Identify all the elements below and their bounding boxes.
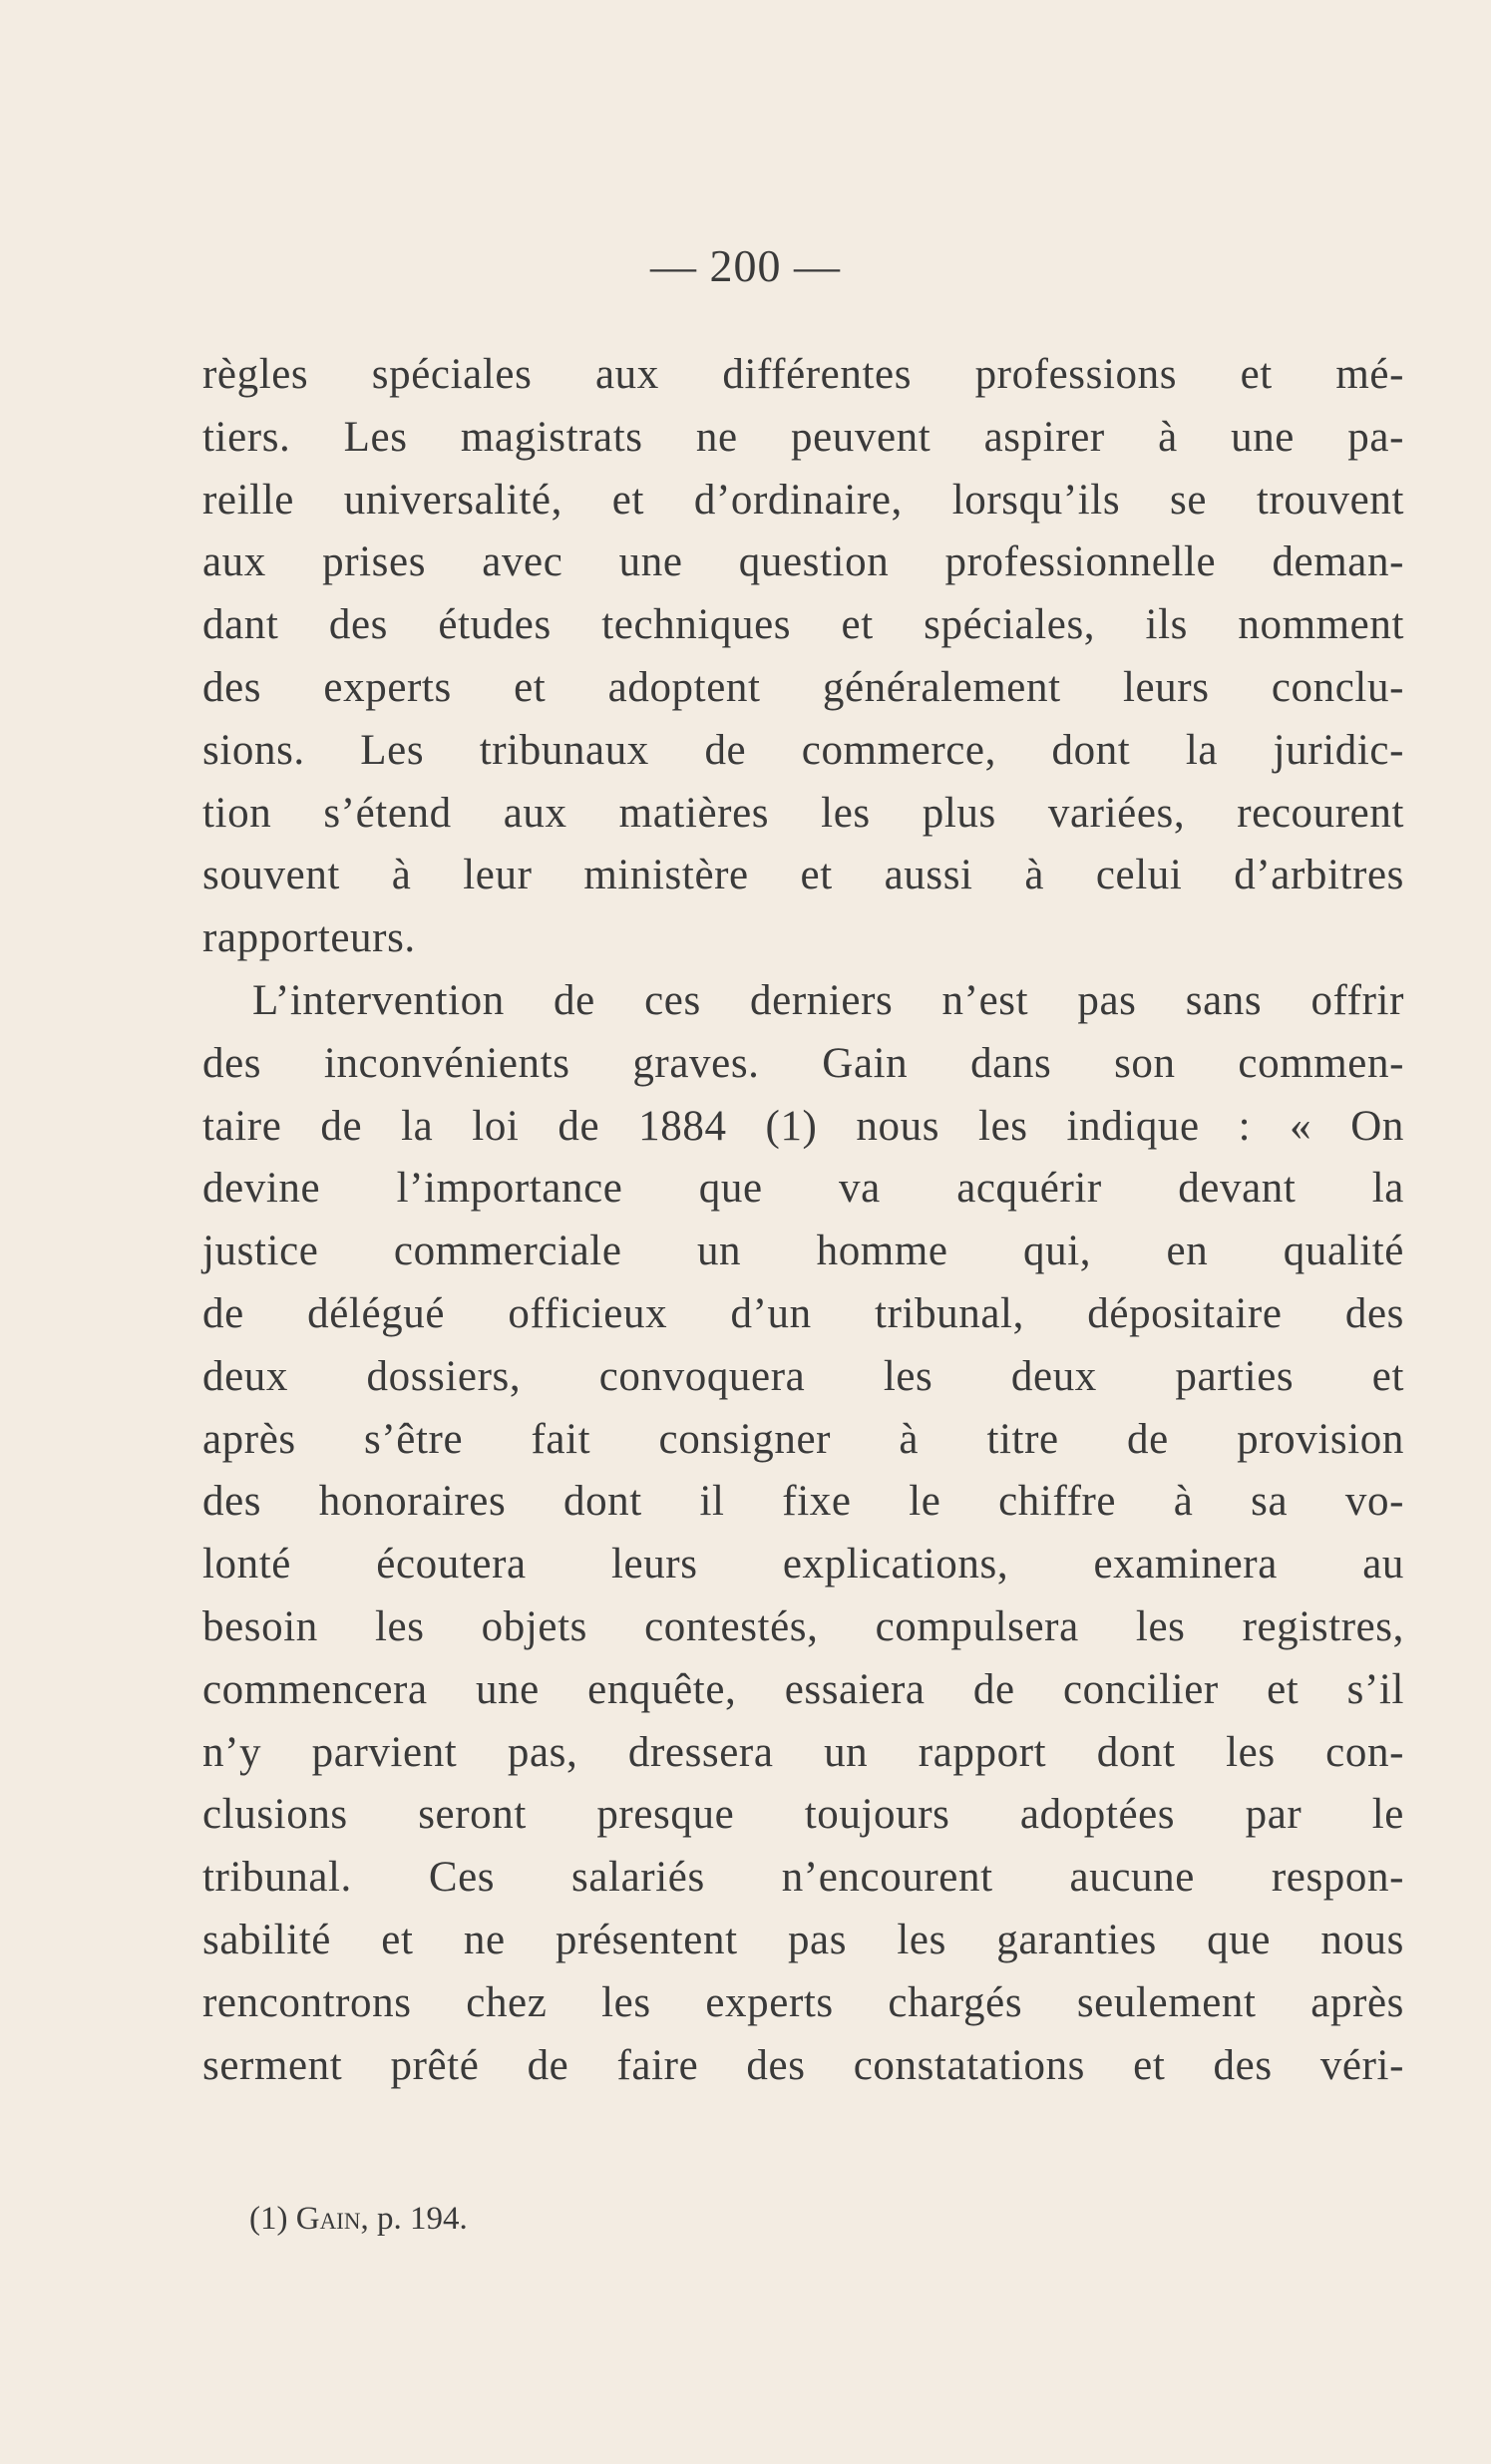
text-line: des inconvénients graves. Gain dans son commen- bbox=[202, 1039, 1404, 1087]
text-line: dant des études techniques et spéciales, ils nomment bbox=[202, 601, 1404, 649]
text-line: de délégué officieux d’un tribunal, dépositaire des bbox=[202, 1289, 1404, 1337]
text-line: tion s’étend aux matières les plus variées, recourent bbox=[202, 789, 1404, 837]
text-line: aux prises avec une question professionnelle deman- bbox=[202, 538, 1404, 586]
text-line: serment prêté de faire des constatations et des véri- bbox=[202, 2041, 1404, 2089]
text-line: rencontrons chez les experts chargés seulement après bbox=[202, 1978, 1404, 2026]
text-line: justice commerciale un homme qui, en qualité bbox=[202, 1228, 1404, 1275]
footnote-reference: , p. 194. bbox=[360, 2201, 468, 2237]
text-line: sions. Les tribunaux de commerce, dont la juridic- bbox=[202, 726, 1404, 774]
text-line: des experts et adoptent généralement leurs conclu- bbox=[202, 663, 1404, 711]
text-line: n’y parvient pas, dressera un rapport dont les con- bbox=[202, 1728, 1404, 1776]
text-line: souvent à leur ministère et aussi à celui d’arbitres bbox=[202, 852, 1404, 899]
text-line: besoin les objets contestés, compulsera les registres, bbox=[202, 1602, 1404, 1650]
text-line: lonté écoutera leurs explications, examinera au bbox=[202, 1541, 1404, 1588]
body-text bbox=[202, 344, 1404, 2097]
page-number: — 200 — bbox=[650, 240, 841, 291]
footnote-marker: (1) bbox=[249, 2201, 288, 2237]
text-line: règles spéciales aux différentes professions et mé- bbox=[202, 351, 1404, 398]
text-line: devine l’importance que va acquérir devant la bbox=[202, 1165, 1404, 1213]
text-line: après s’être fait consigner à titre de provision bbox=[202, 1415, 1404, 1463]
text-line: sabilité et ne présentent pas les garanties que nous bbox=[202, 1916, 1404, 1963]
text-line: clusions seront presque toujours adoptées par le bbox=[202, 1791, 1404, 1839]
text-line: des honoraires dont il fixe le chiffre à sa vo- bbox=[202, 1478, 1404, 1526]
text-line: deux dossiers, convoquera les deux parties et bbox=[202, 1352, 1404, 1400]
text-line: rapporteurs. bbox=[202, 914, 416, 962]
text-line: commencera une enquête, essaiera de concilier et s’il bbox=[202, 1665, 1404, 1713]
text-line: reille universalité, et d’ordinaire, lorsqu’ils se trouvent bbox=[202, 476, 1404, 524]
footnote bbox=[249, 2201, 468, 2238]
footnote-author: Gain bbox=[295, 2201, 361, 2237]
text-line: tiers. Les magistrats ne peuvent aspirer à une pa- bbox=[202, 413, 1404, 461]
text-line: tribunal. Ces salariés n’encourent aucune respon- bbox=[202, 1854, 1404, 1902]
text-line: taire de la loi de 1884 (1) nous les indique : « On bbox=[202, 1102, 1404, 1150]
text-line: L’intervention de ces derniers n’est pas sans offrir bbox=[252, 976, 1404, 1024]
